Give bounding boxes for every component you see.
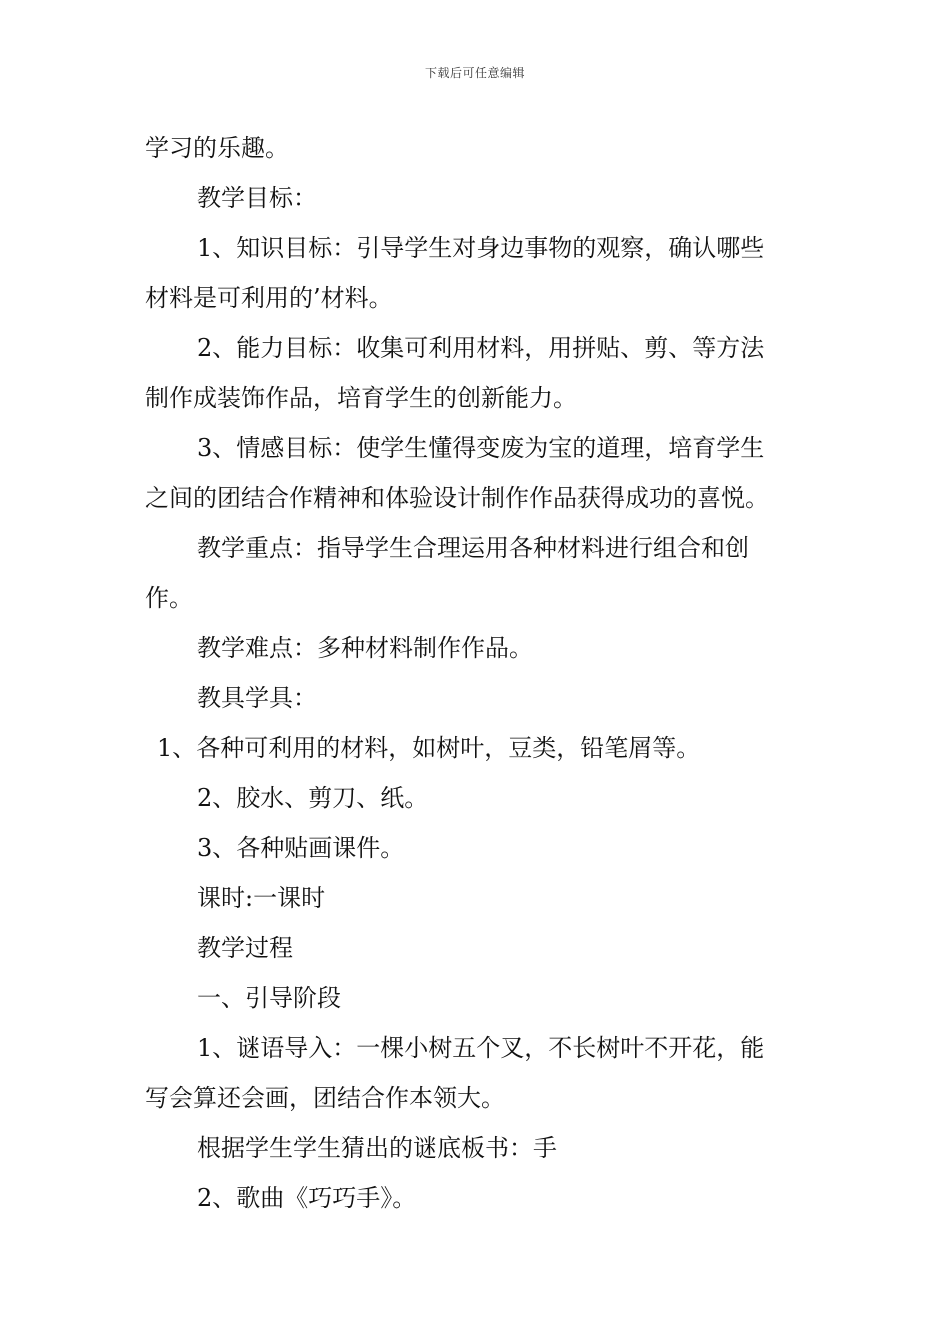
paragraph-line: 3、情感目标：使学生懂得变废为宝的道理，培育学生: [197, 434, 765, 462]
paragraph-line: 教学难点：多种材料制作作品。: [197, 634, 533, 662]
section-heading-objectives: 教学目标：: [197, 184, 317, 212]
section-heading-stage-one: 一、引导阶段: [197, 984, 341, 1012]
section-heading-tools: 教具学具：: [197, 684, 317, 712]
paragraph-line: 学习的乐趣。: [145, 134, 289, 162]
list-item: 1、各种可利用的材料，如树叶，豆类，铅笔屑等。: [157, 734, 701, 762]
paragraph-line: 1、谜语导入：一棵小树五个叉，不长树叶不开花，能: [197, 1034, 765, 1062]
document-body: [145, 123, 810, 1223]
paragraph-line: 材料是可利用的’材料。: [145, 284, 393, 312]
paragraph-line: 根据学生学生猜出的谜底板书：手: [197, 1134, 557, 1162]
paragraph-line: 作。: [145, 584, 193, 612]
paragraph-line: 1、知识目标：引导学生对身边事物的观察，确认哪些: [197, 234, 765, 262]
paragraph-line: 写会算还会画，团结合作本领大。: [145, 1084, 505, 1112]
list-item: 3、各种贴画课件。: [197, 834, 405, 862]
paragraph-line: 2、能力目标：收集可利用材料，用拼贴、剪、等方法: [197, 334, 765, 362]
section-heading-process: 教学过程: [197, 934, 293, 962]
page-header-note: 下载后可任意编辑: [424, 66, 525, 80]
paragraph-line: 教学重点：指导学生合理运用各种材料进行组合和创: [197, 534, 749, 562]
paragraph-line: 之间的团结合作精神和体验设计制作作品获得成功的喜悦。: [145, 484, 769, 512]
paragraph-line: 制作成装饰作品，培育学生的创新能力。: [145, 384, 577, 412]
paragraph-line: 2、歌曲《巧巧手》。: [197, 1184, 417, 1212]
paragraph-line: 课时:一课时: [197, 884, 326, 912]
list-item: 2、胶水、剪刀、纸。: [197, 784, 429, 812]
